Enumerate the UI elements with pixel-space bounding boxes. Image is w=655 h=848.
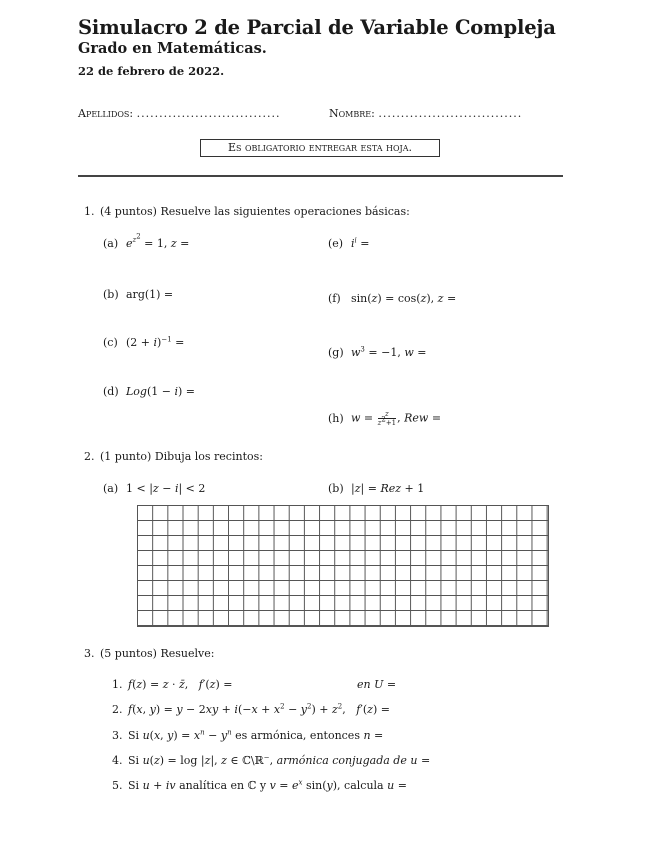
name-dots: ................................: [378, 107, 523, 120]
surname-label: Apellidos:: [78, 107, 134, 120]
q3-item-3: 3. Si u(x, $y) = x^n - y^n$ es armónica, entonces n =: [112, 728, 384, 742]
q3-item-2: 2. f(x, $y) = y - 2xy + i(-x + x^2 - y^2) + z^2$, f′(z) =: [112, 702, 390, 716]
q2-part-b: (b) |z| = Rez + 1: [328, 482, 425, 495]
q1-intro: (4 puntos) Resuelve las siguientes operaciones básicas:: [100, 205, 410, 218]
q3-item-4: 4. Si u(z) = log |z|, z ∈ ℂ\ℝ−, armónica conjugada de u =: [112, 753, 431, 767]
q3-item-1-domain: en U =: [357, 678, 397, 691]
question-3: [84, 647, 214, 660]
q1-part-d: (d) Log(1 − i) =: [103, 385, 196, 398]
drawing-grid[interactable]: [137, 505, 549, 627]
q2-number: 2.: [84, 450, 95, 463]
name-label: Nombre:: [329, 107, 375, 120]
q2-part-a: (a) 1 < |z − i| < 2: [103, 482, 206, 495]
q1-part-c: (c) $(2 + i)^{-1}$ =: [103, 335, 185, 349]
exam-title: Simulacro 2 de Parcial de Variable Compleja: [78, 16, 556, 39]
surname-dots: ................................: [136, 107, 281, 120]
q3-item-1: 1. f(z) = z · z̄, f′(z) =: [112, 678, 233, 691]
q1-number: 1.: [84, 205, 95, 218]
mandatory-notice: Es obligatorio entregar esta hoja.: [200, 139, 440, 157]
q1-part-b: (b) arg(1) =: [103, 288, 174, 301]
question-2: [84, 450, 263, 463]
exam-date: 22 de febrero de 2022.: [78, 64, 225, 78]
q2-intro: (1 punto) Dibuja los recintos:: [100, 450, 263, 463]
q3-item-5: 5. Si u + iv analítica en ℂ y $v = e^x$ sin(y), calcula u =: [112, 778, 407, 792]
surname-field[interactable]: [78, 107, 281, 120]
name-field[interactable]: [329, 107, 522, 120]
q3-number: 3.: [84, 647, 95, 660]
q1-part-h: (h) w = $\frac{z}{z^2+1}$ , Rew =: [328, 410, 442, 427]
q1-part-e: (e) $i^i$ =: [328, 236, 370, 250]
q1-part-g: (g) $w^3 = -1$, w =: [328, 345, 427, 359]
header-divider: [78, 175, 563, 177]
q1-part-a: (a) $e^{z^2} = 1$, z =: [103, 233, 190, 250]
question-1: [84, 205, 410, 218]
q1-part-f: (f) sin(z) = cos(z), z =: [328, 292, 457, 305]
q3-intro: (5 puntos) Resuelve:: [100, 647, 215, 660]
exam-subtitle: Grado en Matemáticas.: [78, 40, 267, 57]
